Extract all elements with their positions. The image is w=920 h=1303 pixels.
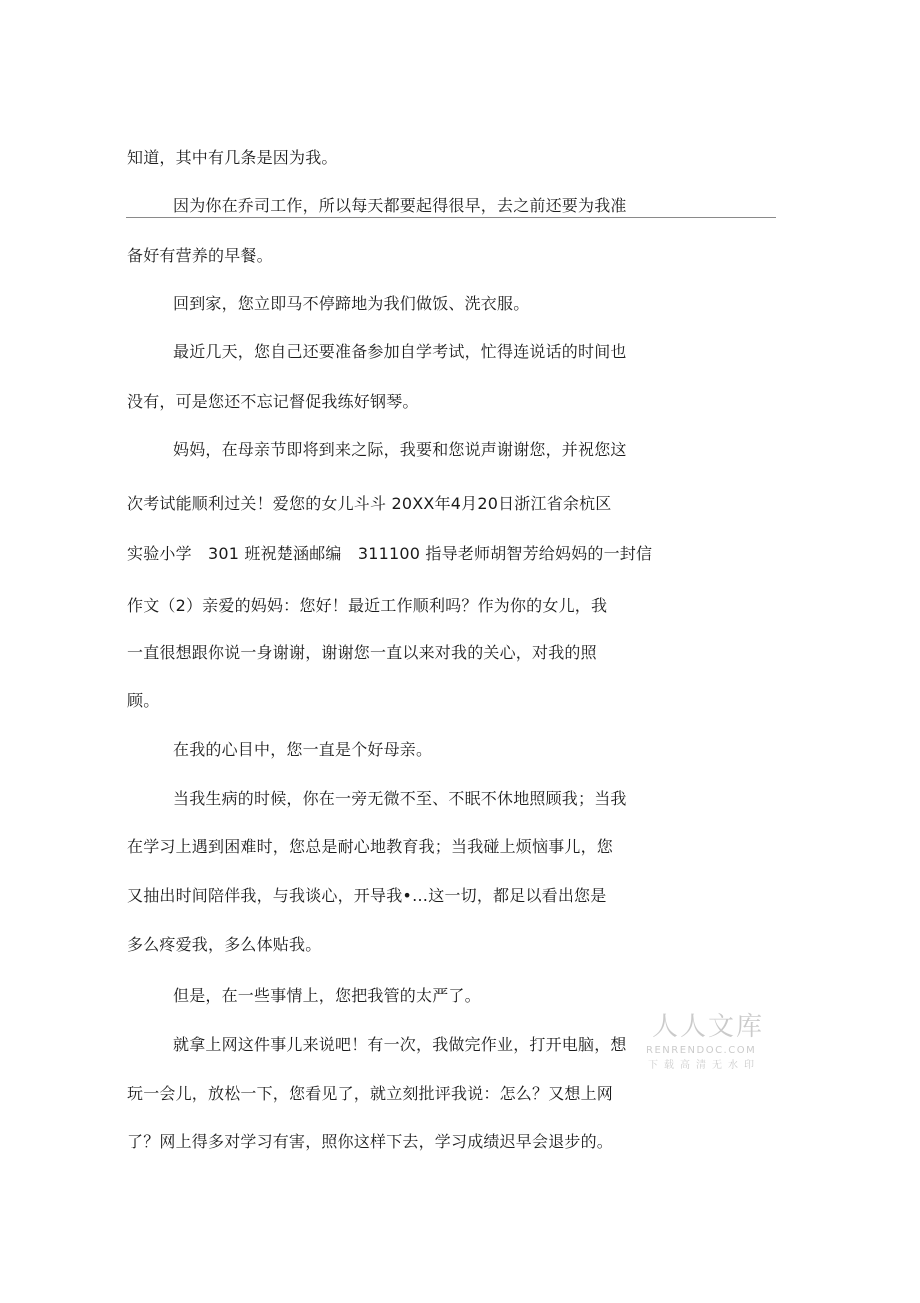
text-line: 在学习上遇到困难时，您总是耐心地教育我；当我碰上烦恼事儿，您: [127, 837, 614, 856]
text-line: 最近几天，您自己还要准备参加自学考试，忙得连说话的时间也: [173, 342, 627, 361]
text-line: 一直很想跟你说一身谢谢，谢谢您一直以来对我的关心，对我的照: [127, 643, 597, 662]
watermark-slogan: 下载高清无水印: [648, 1060, 760, 1071]
watermark-url: RENRENDOC.COM: [646, 1045, 757, 1056]
text-line: 次考试能顺利过关！爱您的女儿斗斗 20XX年4月20日浙江省余杭区: [127, 494, 612, 513]
text-line: 在我的心目中，您一直是个好母亲。: [173, 740, 433, 759]
text-line: 没有，可是您还不忘记督促我练好钢琴。: [127, 392, 419, 411]
text-line: 回到家，您立即马不停蹄地为我们做饭、洗衣服。: [173, 294, 530, 313]
header-rule: [126, 217, 776, 218]
text-line: 了？网上得多对学习有害，照你这样下去，学习成绩迟早会退步的。: [127, 1132, 614, 1151]
text-line: 作文（2）亲爱的妈妈：您好！最近工作顺利吗？作为你的女儿，我: [127, 596, 608, 615]
text-line: 妈妈，在母亲节即将到来之际，我要和您说声谢谢您，并祝您这: [173, 440, 627, 459]
text-line: 但是，在一些事情上，您把我管的太严了。: [173, 986, 481, 1005]
text-line: 多么疼爱我，多么体贴我。: [127, 935, 322, 954]
text-line: 又抽出时间陪伴我，与我谈心，开导我•…这一切，都足以看出您是: [127, 886, 607, 905]
text-line: 就拿上网这件事儿来说吧！有一次，我做完作业，打开电脑，想: [173, 1035, 627, 1054]
text-line: 因为你在乔司工作，所以每天都要起得很早，去之前还要为我准: [173, 196, 627, 215]
text-line: 备好有营养的早餐。: [127, 246, 273, 265]
watermark-brand: 人人文库: [652, 1012, 765, 1042]
text-line: 知道，其中有几条是因为我。: [127, 148, 338, 167]
watermark-logo: [644, 1012, 778, 1076]
text-line: 顾。: [127, 691, 160, 710]
text-line: 玩一会儿，放松一下，您看见了，就立刻批评我说：怎么？又想上网: [127, 1084, 614, 1103]
text-line: 实验小学 301 班祝楚涵邮编 311100 指导老师胡智芳给妈妈的一封信: [127, 544, 653, 563]
text-line: 当我生病的时候，你在一旁无微不至、不眠不休地照顾我；当我: [173, 789, 627, 808]
